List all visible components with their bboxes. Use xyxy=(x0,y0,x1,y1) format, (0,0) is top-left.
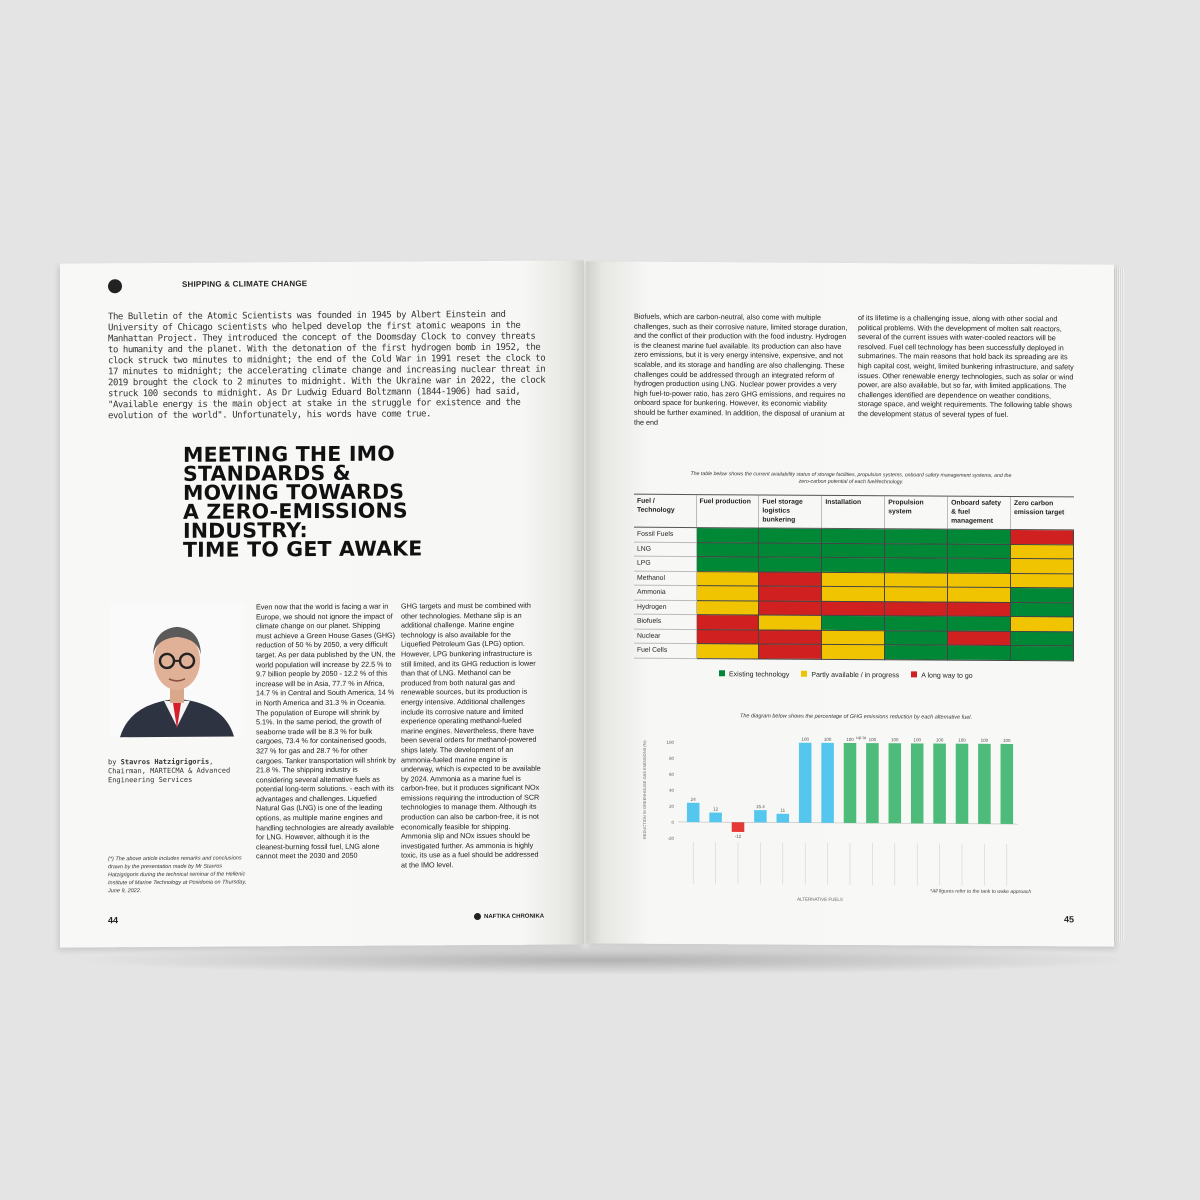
up-to-annotation: up to xyxy=(856,735,867,741)
y-tick-label: 20 xyxy=(668,803,674,809)
legend-item xyxy=(719,670,789,678)
status-cell xyxy=(696,571,759,586)
status-cell xyxy=(948,573,1011,588)
status-cell xyxy=(759,542,822,557)
bar-value-label: 100 xyxy=(980,737,989,743)
status-cell xyxy=(1011,573,1074,588)
bar-value-label: 12 xyxy=(713,806,719,812)
fuel-name: LPG xyxy=(634,556,696,571)
x-axis-label: ALTERNATIVE FUELS xyxy=(797,896,843,902)
author-role: Chairman, MARTECMA & Advanced Engineering Services xyxy=(108,766,231,785)
brand-name: NAFTIKA CHRONIKA xyxy=(484,913,545,920)
brand-logo-icon xyxy=(474,913,481,920)
status-cell xyxy=(1011,631,1074,646)
bar xyxy=(978,744,991,824)
legend-label: Partly available / in progress xyxy=(811,671,900,680)
chart-note: *All figures refer to the tank to wake approach xyxy=(930,888,1032,896)
status-cell xyxy=(759,557,822,572)
table-legend xyxy=(719,670,973,680)
bar xyxy=(709,813,722,823)
status-cell xyxy=(948,587,1011,602)
fuel-name: LNG xyxy=(634,542,696,557)
page-number-left: 44 xyxy=(108,915,119,926)
bar xyxy=(844,743,857,823)
status-cell xyxy=(696,615,759,630)
status-cell xyxy=(822,572,885,587)
article-column-2: GHG targets and must be combined with other technologies. Methane slip is an additional challenge. Marine engine technology is also available for the Liquefied Petroleum Gas (LPG) option. However, LPG bunkering infrastructure is still limited, and its GHG reduction is lower than that of LNG. Methanol can be produced from both natural gas and renewable sources, but its production is energy intensive. Additional challenges include its corrosive nature and limited experience operating methanol-fueled marine engines. Nevertheless, there have been several orders for methanol-powered ships lately. The development of an ammonia-fueled marine engine is underway, which is expected to be available by 2024. Ammonia as a marine fuel is carbon-free, but it produces significant NOx emissions requiring the introduction of SCR technologies to manage them. Although its production can also be carbon-free, it is not economically feasible for shipping. Ammonia slip and NOx issues should be investigated further. As ammonia is highly toxic, its use as a fuel should be addressed at the IMO level. xyxy=(401,600,541,870)
author-name: Stavros Hatzigrigoris xyxy=(120,757,210,767)
legend-swatch xyxy=(911,671,917,677)
brand-footer xyxy=(474,913,544,920)
title-line: TIME TO GET AWAKE xyxy=(183,536,423,562)
section-label: SHIPPING & CLIMATE CHANGE xyxy=(182,279,308,289)
bar xyxy=(821,743,834,823)
status-cell xyxy=(759,571,822,586)
status-cell xyxy=(696,586,759,601)
bar xyxy=(866,743,879,823)
fuel-name: Biofuels xyxy=(634,614,696,629)
status-cell xyxy=(759,629,822,644)
bar-value-label: 100 xyxy=(891,737,899,743)
bar-value-label: 24 xyxy=(690,796,696,802)
status-cell xyxy=(696,600,759,615)
status-cell xyxy=(822,615,885,630)
bar-value-label: 100 xyxy=(913,737,921,743)
status-cell xyxy=(822,586,885,601)
status-cell xyxy=(822,601,885,616)
title-line: INDUSTRY: xyxy=(183,518,308,543)
table-header: Zero carbon emission target xyxy=(1011,496,1074,529)
status-cell xyxy=(948,529,1011,544)
status-cell xyxy=(822,528,885,543)
bar-value-label: 100 xyxy=(846,736,854,743)
status-cell xyxy=(885,543,948,558)
status-cell xyxy=(1011,645,1074,660)
legend-swatch xyxy=(801,671,807,677)
status-cell xyxy=(759,586,822,601)
table-header: Fuel production xyxy=(696,495,759,528)
table-header: Propulsion system xyxy=(885,496,948,529)
table-caption: The table below shows the current availability status of storage facilities, propulsion systems, onboard safety management systems, and the zero-carbon potential of each fuel/technology. xyxy=(690,471,1012,485)
status-cell xyxy=(1011,587,1074,602)
fuel-name: Fuel Cells xyxy=(634,643,696,658)
diagram-caption: The diagram below shows the percentage of GHG emissions reduction by each alternative fuel. xyxy=(739,713,973,721)
intro-paragraph: The Bulletin of the Atomic Scientists was founded in 1945 by Albert Einstein and University of Chicago scientists who helped develop the first atomic weapons in the Manhattan Project. They introduced the concept of the Doomsday Clock to convey threats to humanity and the planet. With the detonation of the first hydrogen bomb in 1952, the clock struck two minutes to midnight; the end of the Cold War in 1991 reset the clock to 17 minutes to midnight; the accelerating climate change and increasing nuclear threat in 2019 brought the clock to 2 minutes to midnight. With the Ukraine war in 2022, the clock struck 100 seconds to midnight. As Dr Ludwig Eduard Boltzmann (1844-1906) had said, "Available energy is the main object at stake in the struggle for existence and the evolution of the world". Unfortunately, his words have come true. xyxy=(108,309,546,422)
bar xyxy=(754,810,767,822)
status-cell xyxy=(885,587,948,602)
y-axis-label: REDUCTION IN GREENHOUSE GAS EMISSIONS (%) xyxy=(642,740,647,840)
table-header: Installation xyxy=(822,495,885,528)
article-column-3: Biofuels, which are carbon-neutral, also come with multiple challenges, such as their corrosive nature, limited storage duration, and the conflict of their production with the food industry. Hydrogen is the cleanest marine fuel available. Its production can also have zero emissions, but it is very energy intensive, expensive, and not scalable, and its storage and handling are also challenging. These challenges could be addressed through an integrated reform of hydrogen production using LNG. Nuclear power provides a very high fuel-to-power ratio, has zero GHG emissions, and requires no onboard space for bunkering. However, its economic viability should be further examined. In addition, the disposal of uranium at the end xyxy=(634,311,848,427)
y-tick-label: 0 xyxy=(671,819,674,825)
status-cell xyxy=(1011,544,1074,559)
status-cell xyxy=(696,542,759,557)
bar-value-label: 100 xyxy=(935,737,944,743)
page-number-right: 45 xyxy=(1064,914,1075,925)
book-shadow xyxy=(70,945,1140,975)
status-cell xyxy=(822,630,885,645)
status-cell xyxy=(885,616,948,631)
status-cell xyxy=(948,558,1011,573)
status-cell xyxy=(885,601,948,616)
bar xyxy=(956,744,969,824)
table-header: Fuel / Technology xyxy=(634,494,696,527)
author-portrait xyxy=(110,602,244,737)
bar xyxy=(732,822,745,832)
title-line: MEETING THE IMO xyxy=(183,441,395,467)
status-cell xyxy=(696,644,759,659)
status-cell xyxy=(885,572,948,587)
author-byline: by Stavros Hatzigrigoris, Chairman, MARTECMA & Advanced Engineering Services xyxy=(108,757,231,785)
status-cell xyxy=(822,644,885,659)
status-cell xyxy=(696,528,759,543)
bar-value-label: -12 xyxy=(734,833,742,839)
status-cell xyxy=(759,528,822,543)
magazine-logo-icon xyxy=(108,279,122,293)
bar-value-label: 100 xyxy=(801,736,809,742)
status-cell xyxy=(696,629,759,644)
legend-swatch xyxy=(719,670,725,676)
bar-value-label: 100 xyxy=(958,737,966,743)
byline-prefix: by xyxy=(108,758,121,767)
bar xyxy=(777,814,790,823)
title-line: MOVING TOWARDS xyxy=(183,479,405,505)
y-tick-label: -20 xyxy=(667,835,674,841)
bar-value-label: 11 xyxy=(780,807,786,813)
status-cell xyxy=(759,600,822,615)
title-line: A ZERO-EMISSIONS xyxy=(183,498,408,524)
y-tick-label: 40 xyxy=(668,787,674,793)
status-cell xyxy=(885,529,948,544)
bar xyxy=(687,803,700,822)
y-tick-label: 80 xyxy=(668,755,674,761)
fuel-name: Fossil Fuels xyxy=(634,527,696,542)
status-cell xyxy=(1011,529,1074,544)
bar-value-label: 15.4 xyxy=(756,804,765,810)
status-cell xyxy=(696,557,759,572)
title-line: STANDARDS & xyxy=(183,460,351,486)
fuel-name: Methanol xyxy=(634,571,696,586)
bar xyxy=(889,743,902,823)
status-cell xyxy=(948,631,1011,646)
fuel-status-table xyxy=(634,494,1074,661)
legend-label: Existing technology xyxy=(729,671,790,679)
fuel-name: Nuclear xyxy=(634,629,696,644)
table-row xyxy=(634,643,1074,660)
left-page xyxy=(60,260,584,947)
status-cell xyxy=(885,558,948,573)
article-title xyxy=(183,441,483,562)
bar xyxy=(799,743,812,823)
status-cell xyxy=(885,630,948,645)
y-tick-label: 60 xyxy=(668,771,674,777)
article-column-4: of its lifetime is a challenging issue, along with other social and political problems. With the development of molten salt reactors, several of the current issues with water-cooled reactors will be resolved. Fuel cell technology has been successfully deployed in submarines. The main reasons that hold back its spreading are its high capital cost, weight, limited bunkering infrastructure, and safety issues. Other renewable energy technologies, such as solar or wind power, are also available, but so far, with limited applications. The challenges identified are dependence on weather conditions, storage space, and weight requirements. The following table shows the development status of several types of fuel. xyxy=(858,313,1074,419)
status-cell xyxy=(759,615,822,630)
footnote: (*) The above article includes remarks and conclusions drawn by the presentation made by Mr Stavros Hatzigrigoris during the technical seminar of the Hellenic Institute of Marine Technology at Posidonia on Thursday, June 9, 2022. xyxy=(108,855,247,895)
status-cell xyxy=(822,557,885,572)
status-cell xyxy=(1011,602,1074,617)
right-page xyxy=(586,261,1114,946)
table-header: Onboard safety & fuel management xyxy=(948,496,1011,529)
bar-value-label: 100 xyxy=(823,736,832,742)
legend-label: A long way to go xyxy=(921,672,973,680)
legend-item xyxy=(801,671,899,680)
article-column-1: Even now that the world is facing a war in Europe, we should not ignore the impact of climate change on our planet. Shipping must achieve a Green House Gases (GHG) reduction of 50 % by 2050, a very difficult target. As per data published by the UN, the world population will increase by 22.5 % to 9.7 billion people by 2050 - 12.2 % of this increase will be in Asia, 77.7 % in Africa, 14.7 % in Central and South America, 14 % in North America and 31.3 % in Oceania. The population of Europe will shrink by 5.1%. In the same period, the growth of seaborne trade will be 8.3 % for bulk cargoes, 73.4 % for containerised goods, 327 % for gas and 28.7 % for other cargoes. Tanker transportation will shrink by 21.8 %. The shipping industry is considering several alternative fuels as potential long-term solutions. - each with its advantages and challenges. Liquefied Natural Gas (LNG) is one of the leading options, as multiple marine engines and handling technologies are already available for LNG. However, although it is the cleanest-burning fossil fuel, LNG alone cannot meet the 2030 and 2050 xyxy=(256,601,396,861)
status-cell xyxy=(822,543,885,558)
status-cell xyxy=(948,602,1011,617)
bar-value-label: 100 xyxy=(1003,737,1011,743)
status-cell xyxy=(885,645,948,660)
status-cell xyxy=(948,544,1011,559)
status-cell xyxy=(948,616,1011,631)
bar-value-label: 100 xyxy=(868,737,877,743)
table-header: Fuel storage logistics bunkering xyxy=(759,495,822,528)
status-cell xyxy=(948,645,1011,660)
y-tick-label: 100 xyxy=(666,739,674,745)
status-cell xyxy=(1011,558,1074,573)
fuel-name: Hydrogen xyxy=(634,600,696,615)
legend-item xyxy=(911,671,972,679)
fuel-name: Ammonia xyxy=(634,585,696,600)
bar xyxy=(911,743,924,823)
bar xyxy=(1001,744,1014,824)
bar xyxy=(933,744,946,824)
status-cell xyxy=(759,644,822,659)
status-cell xyxy=(1011,616,1074,631)
